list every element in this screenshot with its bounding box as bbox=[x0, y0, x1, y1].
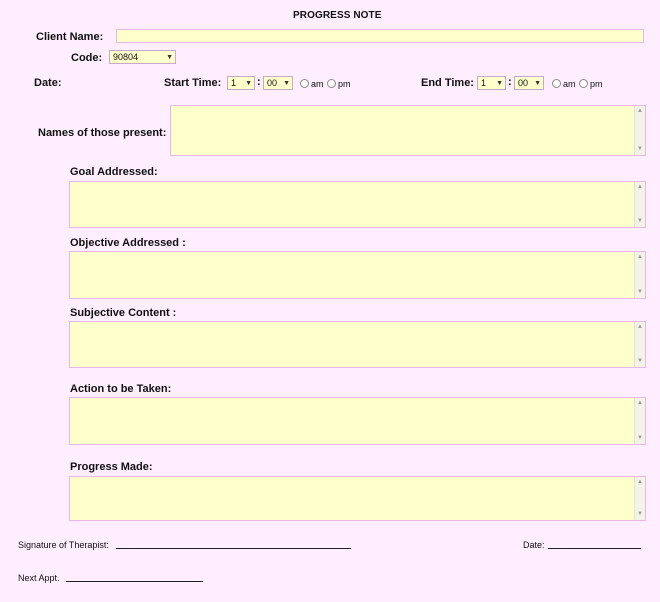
goal-label: Goal Addressed: bbox=[70, 166, 158, 178]
scroll-down-icon[interactable]: ▼ bbox=[637, 218, 643, 224]
scroll-down-icon[interactable]: ▼ bbox=[637, 289, 643, 295]
scroll-down-icon[interactable]: ▼ bbox=[637, 435, 643, 441]
code-label: Code: bbox=[71, 52, 103, 64]
scrollbar[interactable] bbox=[634, 182, 645, 227]
chevron-down-icon: ▼ bbox=[166, 54, 173, 61]
code-value: 90804 bbox=[113, 52, 139, 62]
names-present-textarea[interactable] bbox=[170, 105, 646, 156]
start-pm-label: pm bbox=[338, 79, 351, 89]
end-pm-label: pm bbox=[590, 79, 603, 89]
scrollbar[interactable] bbox=[634, 398, 645, 444]
objective-label: Objective Addressed : bbox=[70, 237, 186, 249]
client-name-input[interactable] bbox=[116, 29, 644, 43]
start-minute-select[interactable] bbox=[263, 76, 293, 90]
date-signature-line[interactable] bbox=[548, 539, 641, 549]
end-pm-radio-icon[interactable] bbox=[579, 79, 588, 88]
action-label: Action to be Taken: bbox=[70, 383, 172, 395]
names-present-label: Names of those present: bbox=[38, 127, 167, 139]
chevron-down-icon: ▼ bbox=[283, 80, 290, 87]
scroll-up-icon[interactable]: ▲ bbox=[637, 324, 643, 330]
scroll-down-icon[interactable]: ▼ bbox=[637, 146, 643, 152]
subjective-label: Subjective Content : bbox=[70, 307, 177, 319]
start-am-label: am bbox=[311, 79, 324, 89]
start-hour-value: 1 bbox=[231, 78, 237, 88]
end-time-separator: : bbox=[508, 76, 512, 88]
next-appt-label: Next Appt. bbox=[18, 573, 60, 583]
start-am-radio-icon[interactable] bbox=[300, 79, 309, 88]
chevron-down-icon: ▼ bbox=[534, 80, 541, 87]
subjective-textarea[interactable] bbox=[69, 321, 646, 368]
signature-line[interactable] bbox=[116, 539, 351, 549]
end-minute-value: 00 bbox=[518, 78, 529, 88]
scroll-up-icon[interactable]: ▲ bbox=[637, 479, 643, 485]
start-time-separator: : bbox=[257, 76, 261, 88]
objective-textarea[interactable] bbox=[69, 251, 646, 299]
code-select[interactable] bbox=[109, 50, 176, 64]
scrollbar[interactable] bbox=[634, 252, 645, 298]
end-time-label: End Time: bbox=[421, 77, 474, 89]
goal-textarea[interactable] bbox=[69, 181, 646, 228]
date-label: Date: bbox=[34, 77, 62, 89]
scroll-down-icon[interactable]: ▼ bbox=[637, 511, 643, 517]
chevron-down-icon: ▼ bbox=[245, 80, 252, 87]
client-name-label: Client Name: bbox=[36, 31, 104, 43]
page-title: PROGRESS NOTE bbox=[293, 10, 382, 21]
start-hour-select[interactable] bbox=[227, 76, 255, 90]
next-appt-line[interactable] bbox=[66, 572, 203, 582]
start-time-label: Start Time: bbox=[164, 77, 222, 89]
scroll-up-icon[interactable]: ▲ bbox=[637, 400, 643, 406]
progress-label: Progress Made: bbox=[70, 461, 153, 473]
scroll-down-icon[interactable]: ▼ bbox=[637, 358, 643, 364]
action-textarea[interactable] bbox=[69, 397, 646, 445]
start-minute-value: 00 bbox=[267, 78, 278, 88]
scrollbar[interactable] bbox=[634, 477, 645, 520]
scroll-up-icon[interactable]: ▲ bbox=[637, 184, 643, 190]
start-pm-radio-icon[interactable] bbox=[327, 79, 336, 88]
end-minute-select[interactable] bbox=[514, 76, 544, 90]
scrollbar[interactable] bbox=[634, 106, 645, 155]
scrollbar[interactable] bbox=[634, 322, 645, 367]
signature-label: Signature of Therapist: bbox=[18, 540, 109, 550]
end-am-radio-icon[interactable] bbox=[552, 79, 561, 88]
scroll-up-icon[interactable]: ▲ bbox=[637, 108, 643, 114]
progress-textarea[interactable] bbox=[69, 476, 646, 521]
scroll-up-icon[interactable]: ▲ bbox=[637, 254, 643, 260]
end-am-label: am bbox=[563, 79, 576, 89]
end-hour-select[interactable] bbox=[477, 76, 506, 90]
date-signature-label: Date: bbox=[523, 540, 545, 550]
end-hour-value: 1 bbox=[481, 78, 487, 88]
chevron-down-icon: ▼ bbox=[496, 80, 503, 87]
